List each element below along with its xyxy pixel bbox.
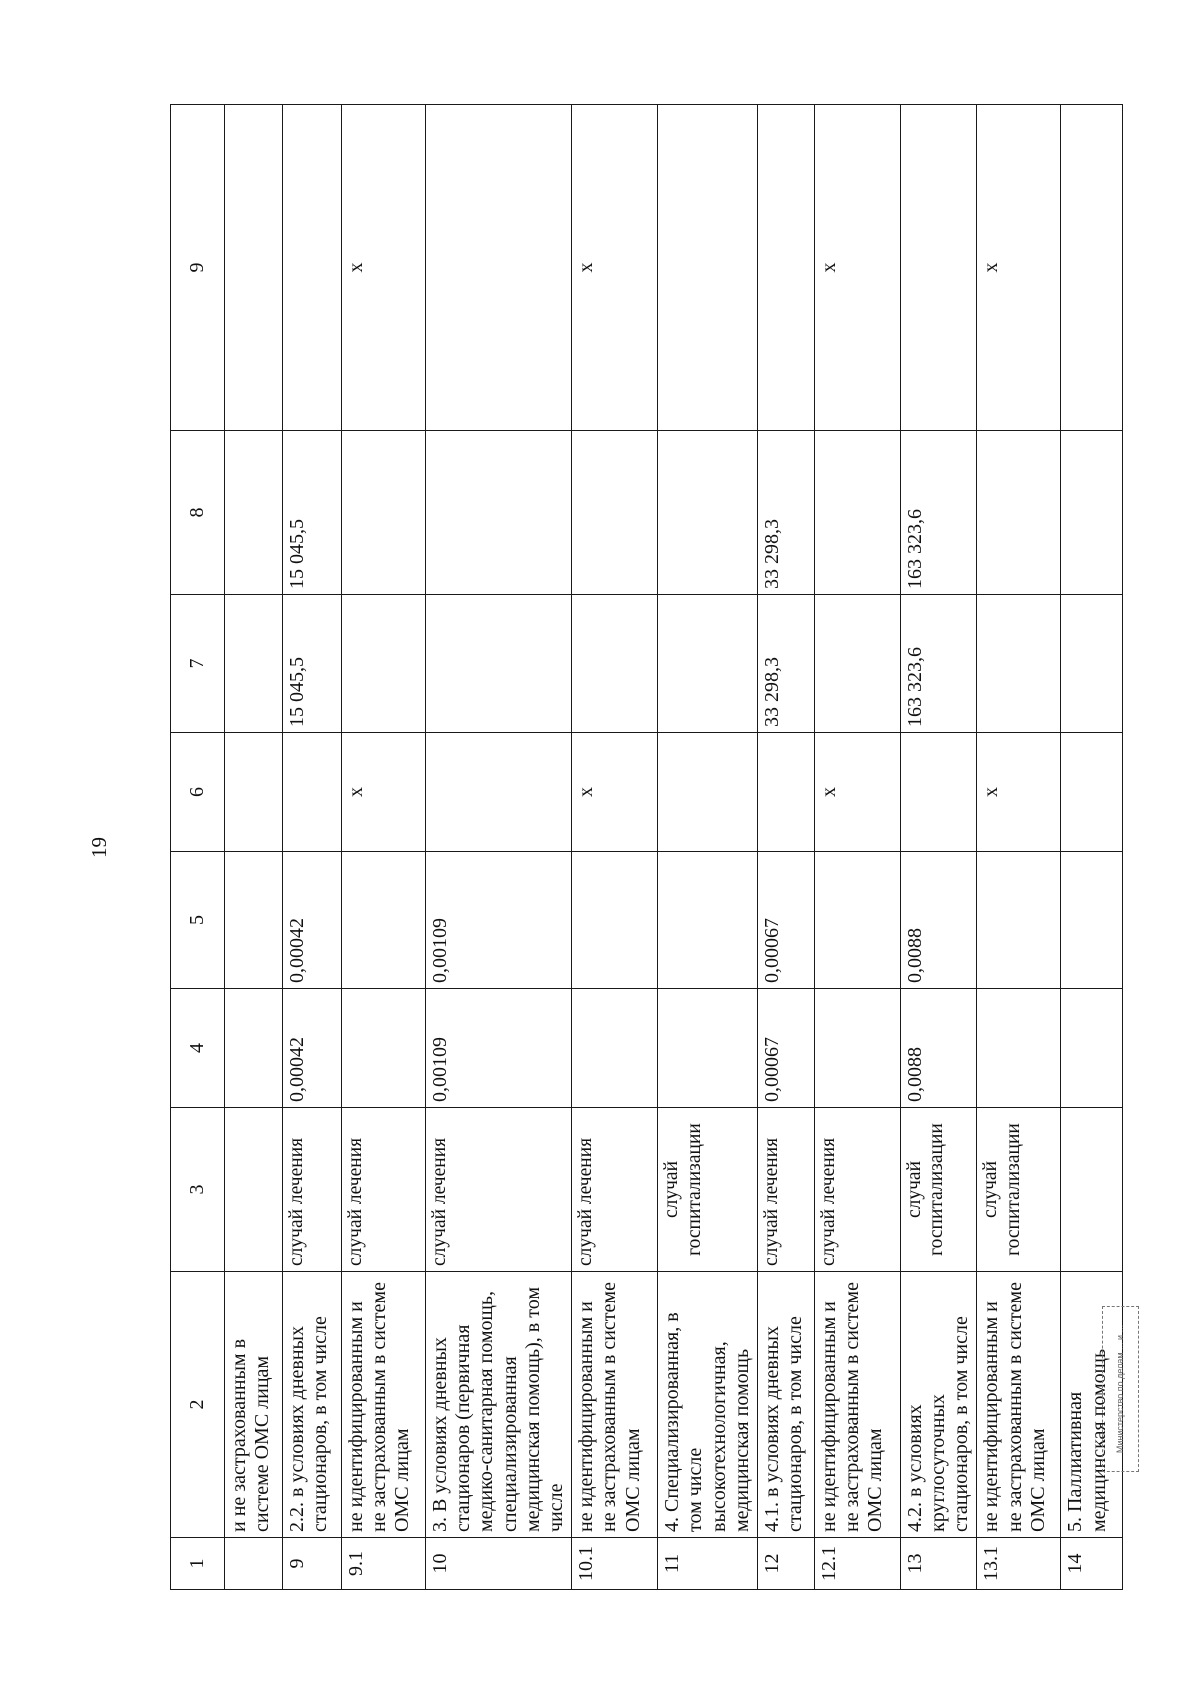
unit-cell: случай лечения	[572, 1108, 658, 1272]
row-number-cell: 12.1	[814, 1538, 900, 1590]
unit-cell: случай госпитализации	[977, 1108, 1061, 1272]
value-cell	[225, 733, 283, 852]
value-cell	[658, 105, 758, 431]
table-row	[426, 105, 572, 1590]
value-cell	[658, 989, 758, 1108]
page-number	[84, 827, 114, 867]
unit-cell: случай лечения	[342, 1108, 426, 1272]
value-cell: х	[814, 733, 900, 852]
row-number-cell: 13	[900, 1538, 977, 1590]
value-cell: 0,00067	[757, 852, 814, 989]
value-cell	[757, 733, 814, 852]
table-row	[283, 105, 342, 1590]
value-cell	[283, 733, 342, 852]
value-cell: х	[572, 733, 658, 852]
header-cell: 5	[171, 852, 225, 989]
value-cell: 163 323,6	[900, 431, 977, 595]
header-cell: 4	[171, 989, 225, 1108]
indicator-name-cell: 3. В условиях дневных стационаров (первичная медико-санитарная помощь, специализированная медицинская помощь), в том числе	[426, 1272, 572, 1538]
unit-cell: случай лечения	[283, 1108, 342, 1272]
value-cell	[342, 431, 426, 595]
table-header-row	[171, 105, 225, 1590]
indicator-name-cell: и не застрахованным в системе ОМС лицам	[225, 1272, 283, 1538]
row-number-cell: 10	[426, 1538, 572, 1590]
unit-cell: случай лечения	[426, 1108, 572, 1272]
value-cell	[225, 431, 283, 595]
value-cell: х	[572, 105, 658, 431]
value-cell	[1061, 852, 1123, 989]
table-row	[757, 105, 814, 1590]
header-cell: 2	[171, 1272, 225, 1538]
value-cell	[225, 105, 283, 431]
unit-cell	[225, 1108, 283, 1272]
table-row	[225, 105, 283, 1590]
row-number-cell	[225, 1538, 283, 1590]
value-cell	[977, 431, 1061, 595]
row-number-cell: 11	[658, 1538, 758, 1590]
table-frame	[170, 104, 1108, 1590]
header-cell: 8	[171, 431, 225, 595]
header-cell: 1	[171, 1538, 225, 1590]
value-cell	[342, 595, 426, 733]
row-number-cell: 13.1	[977, 1538, 1061, 1590]
value-cell: 33 298,3	[757, 595, 814, 733]
value-cell	[900, 105, 977, 431]
indicator-name-cell: не идентифицированным и не застрахованным в системе ОМС лицам	[572, 1272, 658, 1538]
value-cell	[283, 105, 342, 431]
value-cell: 0,00042	[283, 989, 342, 1108]
table-row	[342, 105, 426, 1590]
value-cell	[426, 431, 572, 595]
table-row	[658, 105, 758, 1590]
value-cell: х	[814, 105, 900, 431]
value-cell	[658, 595, 758, 733]
value-cell: 33 298,3	[757, 431, 814, 595]
value-cell	[900, 733, 977, 852]
unit-cell: случай лечения	[757, 1108, 814, 1272]
row-number-cell: 10.1	[572, 1538, 658, 1590]
row-number-cell: 9.1	[342, 1538, 426, 1590]
indicator-name-cell: 5. Паллиативная медицинская помощь	[1061, 1272, 1123, 1538]
header-cell: 7	[171, 595, 225, 733]
indicator-name-cell: 4. Специализированная, в том числе высокотехнологичная, медицинская помощь	[658, 1272, 758, 1538]
table-row	[572, 105, 658, 1590]
value-cell	[1061, 595, 1123, 733]
unit-cell: случай лечения	[814, 1108, 900, 1272]
indicator-name-cell: 4.2. в условиях круглосуточных стационаров, в том числе	[900, 1272, 977, 1538]
unit-cell: случай госпитализации	[658, 1108, 758, 1272]
value-cell	[814, 852, 900, 989]
indicator-name-cell: 4.1. в условиях дневных стационаров, в том числе	[757, 1272, 814, 1538]
table-row	[900, 105, 977, 1590]
table-row	[977, 105, 1061, 1590]
value-cell	[1061, 105, 1123, 431]
indicator-name-cell: 2.2. в условиях дневных стационаров, в том числе	[283, 1272, 342, 1538]
value-cell	[658, 431, 758, 595]
value-cell	[342, 852, 426, 989]
value-cell	[977, 852, 1061, 989]
value-cell	[572, 431, 658, 595]
value-cell	[572, 852, 658, 989]
value-cell	[1061, 431, 1123, 595]
value-cell	[757, 105, 814, 431]
row-number-cell: 9	[283, 1538, 342, 1590]
value-cell: 0,00109	[426, 852, 572, 989]
value-cell: х	[342, 733, 426, 852]
row-number-cell: 12	[757, 1538, 814, 1590]
value-cell	[572, 595, 658, 733]
value-cell: 15 045,5	[283, 431, 342, 595]
unit-cell: случай госпитализации	[900, 1108, 977, 1272]
value-cell: 0,00067	[757, 989, 814, 1108]
header-cell: 3	[171, 1108, 225, 1272]
value-cell: х	[977, 733, 1061, 852]
value-cell	[342, 989, 426, 1108]
value-cell	[658, 733, 758, 852]
value-cell: 0,0088	[900, 989, 977, 1108]
data-table	[170, 104, 1123, 1590]
value-cell: 15 045,5	[283, 595, 342, 733]
value-cell: 0,0088	[900, 852, 977, 989]
value-cell	[814, 989, 900, 1108]
indicator-name-cell: не идентифицированным и не застрахованным в системе ОМС лицам	[814, 1272, 900, 1538]
value-cell	[225, 989, 283, 1108]
indicator-name-cell: не идентифицированным и не застрахованным в системе ОМС лицам	[977, 1272, 1061, 1538]
unit-cell	[1061, 1108, 1123, 1272]
value-cell	[426, 733, 572, 852]
value-cell: 163 323,6	[900, 595, 977, 733]
table-row	[814, 105, 900, 1590]
value-cell	[814, 431, 900, 595]
header-cell: 6	[171, 733, 225, 852]
value-cell	[426, 105, 572, 431]
value-cell	[977, 989, 1061, 1108]
value-cell	[977, 595, 1061, 733]
value-cell	[1061, 733, 1123, 852]
registration-stamp	[1102, 1306, 1139, 1472]
header-cell: 9	[171, 105, 225, 431]
value-cell	[426, 595, 572, 733]
value-cell	[814, 595, 900, 733]
row-number-cell: 14	[1061, 1538, 1123, 1590]
value-cell: 0,00042	[283, 852, 342, 989]
value-cell	[572, 989, 658, 1108]
value-cell	[225, 595, 283, 733]
indicator-name-cell: не идентифицированным и не застрахованным в системе ОМС лицам	[342, 1272, 426, 1538]
stamp-text: Министерство по делам ... и ...	[1115, 1324, 1126, 1454]
value-cell: х	[977, 105, 1061, 431]
value-cell	[658, 852, 758, 989]
value-cell: х	[342, 105, 426, 431]
value-cell	[1061, 989, 1123, 1108]
value-cell: 0,00109	[426, 989, 572, 1108]
value-cell	[225, 852, 283, 989]
page-number-text: 19	[86, 836, 111, 858]
